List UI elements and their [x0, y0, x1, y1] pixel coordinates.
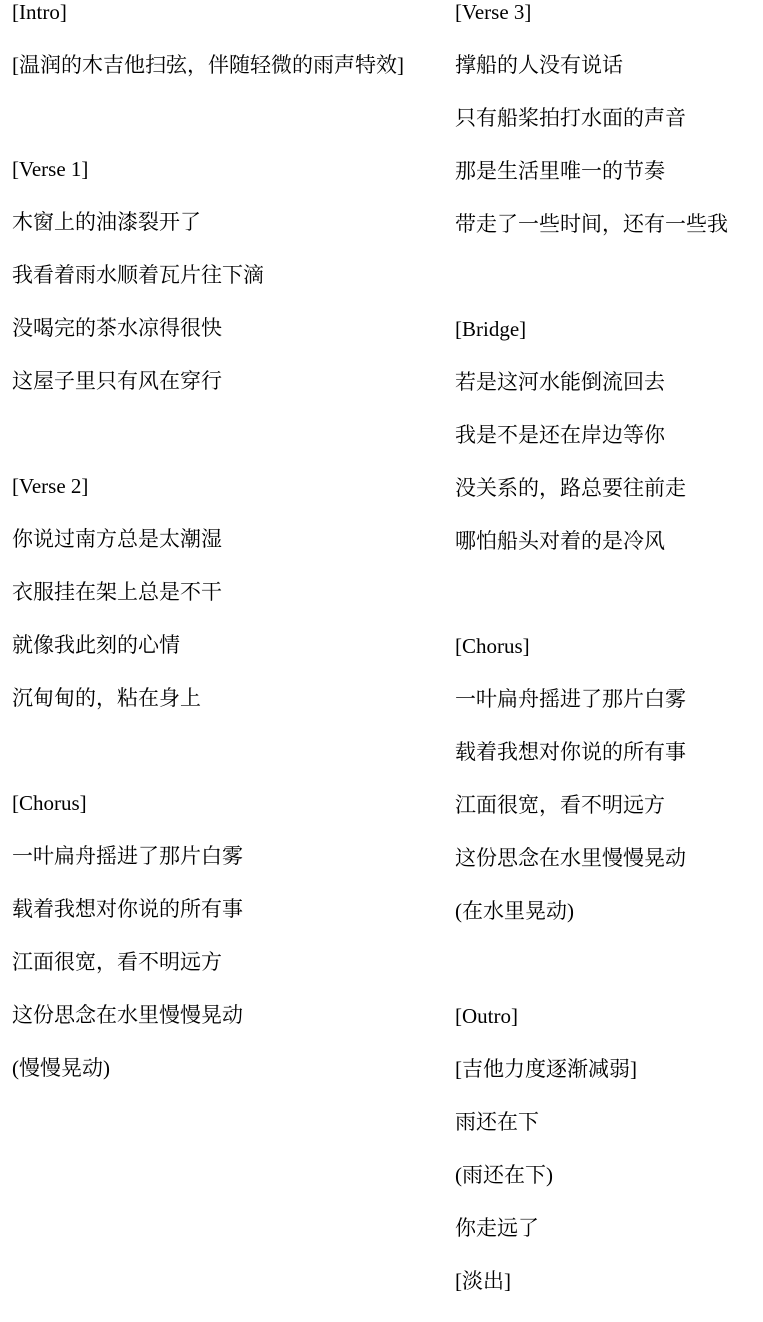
lyric-line: 哪怕船头对着的是冷风: [455, 529, 665, 553]
section-verse-2: [12, 474, 422, 710]
lyric-line: 一叶扁舟摇进了那片白雾: [12, 844, 243, 868]
lyric-line: (雨还在下): [455, 1163, 553, 1187]
lyric-line: 江面很宽，看不明远方: [12, 950, 222, 974]
lyric-line: [温润的木吉他扫弦，伴随轻微的雨声特效]: [12, 53, 404, 77]
lyric-line: (慢慢晃动): [12, 1056, 110, 1080]
lyric-line: 我看着雨水顺着瓦片往下滴: [12, 263, 264, 287]
section-intro: [12, 0, 422, 83]
section-gap: [455, 265, 760, 317]
section-gap: [455, 582, 760, 634]
section-heading: [Verse 2]: [12, 474, 89, 498]
section-heading: [Intro]: [12, 0, 67, 24]
lyric-line: 没关系的，路总要往前走: [455, 476, 686, 500]
lyric-line: 那是生活里唯一的节奏: [455, 159, 665, 183]
section-heading: [Chorus]: [12, 791, 87, 815]
lyric-line: 沉甸甸的，粘在身上: [12, 686, 201, 710]
lyric-line: 木窗上的油漆裂开了: [12, 210, 201, 234]
section-gap: [12, 105, 422, 157]
section-heading: [Chorus]: [455, 634, 530, 658]
lyric-line: 只有船桨拍打水面的声音: [455, 106, 686, 130]
section-gap: [12, 422, 422, 474]
lyric-line: 这份思念在水里慢慢晃动: [12, 1003, 243, 1027]
lyric-line: 就像我此刻的心情: [12, 633, 180, 657]
section-heading: [Verse 3]: [455, 0, 532, 24]
section-gap: [12, 739, 422, 791]
lyric-line: 带走了一些时间，还有一些我: [455, 212, 728, 236]
left-column: [12, 0, 422, 1109]
section-heading: [Verse 1]: [12, 157, 89, 181]
section-chorus: [12, 791, 422, 1080]
section-verse-1: [12, 157, 422, 393]
lyric-line: [吉他力度逐渐减弱]: [455, 1057, 637, 1081]
section-outro: [455, 1004, 760, 1293]
section-verse-3: [455, 0, 760, 236]
lyric-line: 你说过南方总是太潮湿: [12, 527, 222, 551]
right-column: [455, 0, 760, 1322]
section-bridge: [455, 317, 760, 553]
lyric-line: 你走远了: [455, 1216, 539, 1240]
lyric-line: (在水里晃动): [455, 899, 574, 923]
section-heading: [Bridge]: [455, 317, 527, 341]
lyric-line: 若是这河水能倒流回去: [455, 370, 665, 394]
lyric-line: 衣服挂在架上总是不干: [12, 580, 222, 604]
lyric-line: 我是不是还在岸边等你: [455, 423, 665, 447]
lyric-line: 没喝完的茶水凉得很快: [12, 316, 222, 340]
lyric-line: 这份思念在水里慢慢晃动: [455, 846, 686, 870]
lyric-line: 这屋子里只有风在穿行: [12, 369, 222, 393]
lyric-line: [淡出]: [455, 1269, 511, 1293]
section-chorus: [455, 634, 760, 923]
lyric-line: 载着我想对你说的所有事: [455, 740, 686, 764]
section-heading: [Outro]: [455, 1004, 518, 1028]
section-gap: [455, 952, 760, 1004]
lyric-line: 撑船的人没有说话: [455, 53, 623, 77]
lyric-line: 一叶扁舟摇进了那片白雾: [455, 687, 686, 711]
lyric-line: 江面很宽，看不明远方: [455, 793, 665, 817]
lyric-line: 雨还在下: [455, 1110, 539, 1134]
lyric-line: 载着我想对你说的所有事: [12, 897, 243, 921]
